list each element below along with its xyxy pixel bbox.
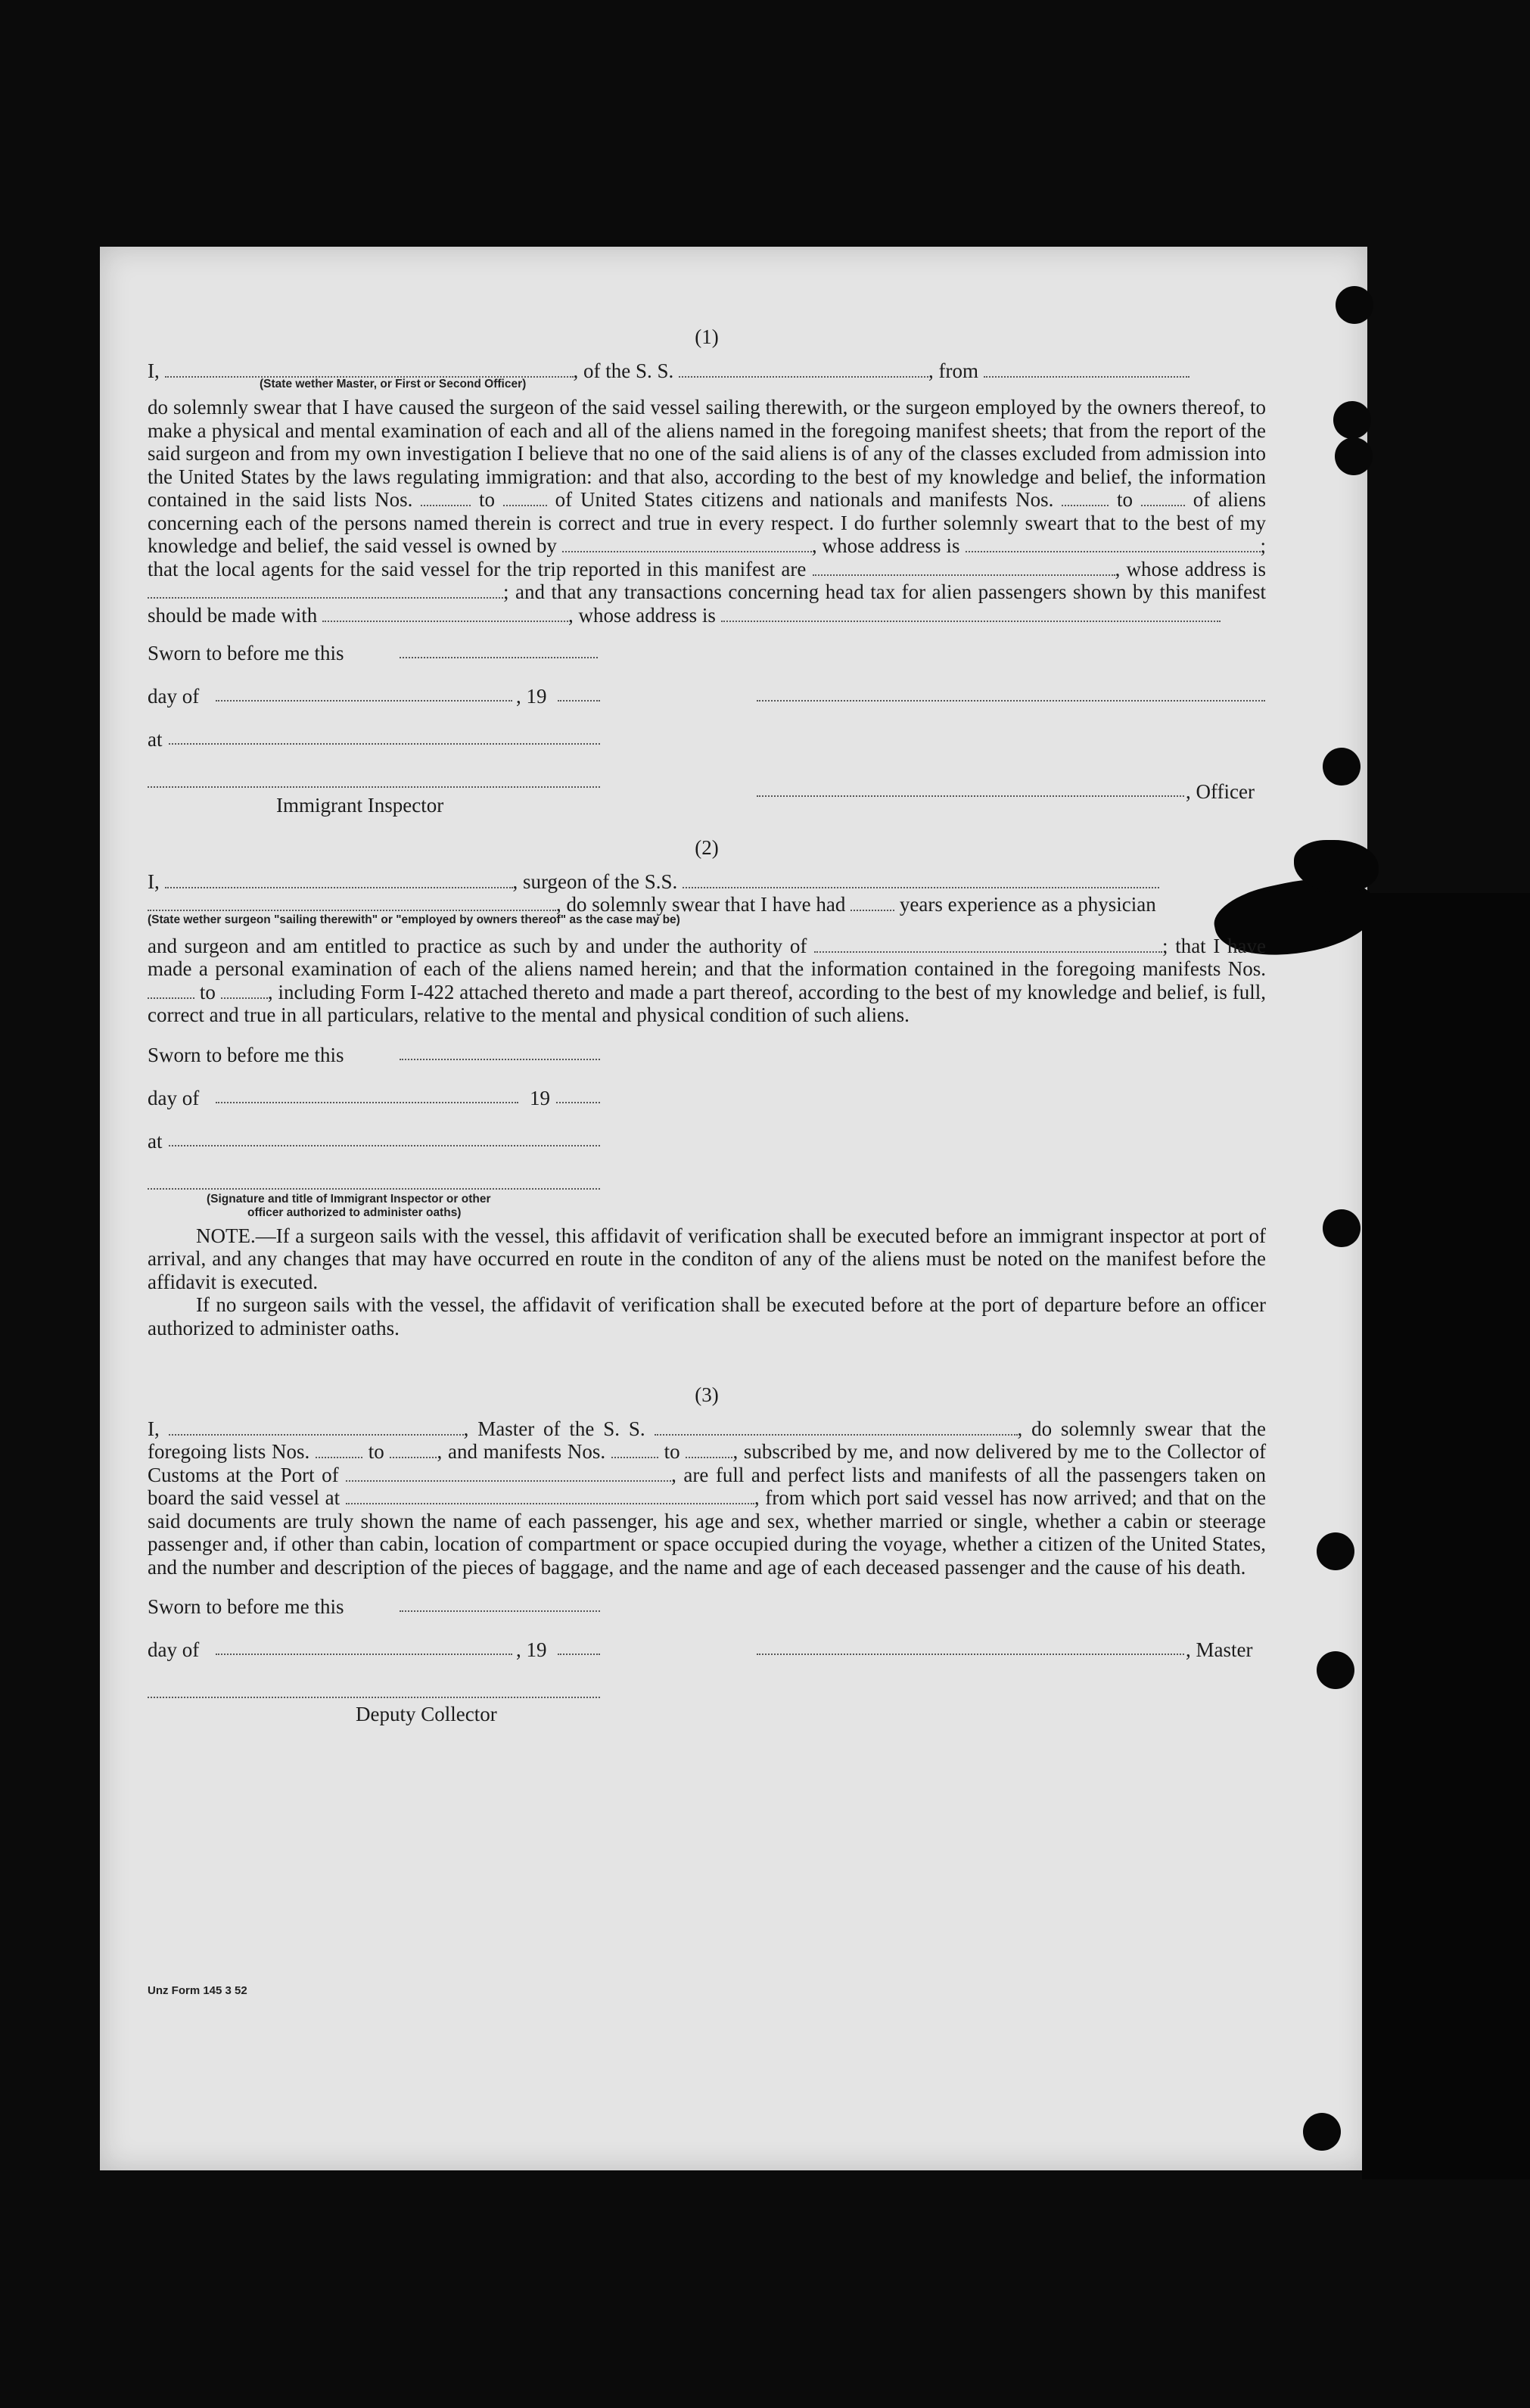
sworn-row — [148, 642, 1266, 685]
agents-field[interactable] — [813, 559, 1115, 576]
punch-hole — [1323, 1209, 1361, 1247]
sworn-row — [148, 1595, 1266, 1638]
at-row — [148, 1130, 1266, 1173]
manifest-from-field[interactable] — [148, 982, 194, 999]
punch-hole — [1317, 1651, 1354, 1689]
surgeon-line — [148, 870, 1266, 894]
head-tax-address-field[interactable] — [721, 605, 1221, 622]
port-from-field[interactable] — [984, 361, 1189, 378]
text: 19 — [530, 1086, 550, 1109]
at-field[interactable] — [169, 728, 600, 745]
manifest-from-field[interactable] — [611, 1442, 658, 1458]
form-number: Unz Form 145 3 52 — [148, 1984, 247, 1997]
text: I, — [148, 870, 160, 893]
sworn-date-field[interactable] — [400, 642, 598, 658]
text: at — [148, 1129, 163, 1153]
inspector-signature-field[interactable] — [148, 1173, 600, 1190]
text: , including Form I-422 attached thereto and made a part thereof, according to the best of my knowledge and belief, is full, correct and true in all particulars, relative to the mental and physical condition of such aliens. — [148, 980, 1267, 1026]
text: of United States citizens and nationals and manifests Nos. — [555, 488, 1054, 511]
text: to — [1117, 488, 1134, 511]
text: day of — [148, 685, 200, 708]
port-field[interactable] — [346, 1465, 671, 1482]
deputy-row — [148, 1682, 1266, 1734]
officer-signature-field[interactable] — [757, 780, 1184, 797]
note-paragraph: NOTE.—If a surgeon sails with the vessel, this affidavit of verification shall be executed before an immigrant inspector at port of arrival, and any changes that may have occurred en route in the conditon of any of the aliens must be noted on the manifest before the affidavit is executed. — [148, 1224, 1266, 1293]
text: ; that I have made a personal examination of each of the aliens named herein; and that the information contained in the foregoing manifests Nos. — [148, 934, 1267, 980]
text: to — [664, 1440, 680, 1463]
owner-field[interactable] — [562, 536, 812, 552]
text: and surgeon and am entitled to practice as such by and under the authority of — [148, 934, 807, 957]
agents-address-field[interactable] — [148, 582, 503, 599]
text: Sworn to before me this — [148, 1595, 344, 1618]
day-field[interactable] — [216, 1087, 518, 1103]
text: to — [199, 980, 216, 1003]
text: , are full and perfect lists and manifests of all the passengers taken on board the said vessel at — [148, 1463, 1266, 1509]
text: , do solemnly swear — [1017, 1417, 1193, 1440]
text: at — [148, 728, 163, 751]
punch-hole — [1317, 1532, 1354, 1570]
sworn-date-field[interactable] — [400, 1044, 600, 1060]
day-row — [148, 1638, 1266, 1682]
text: , — [568, 603, 574, 627]
punch-hole — [1323, 748, 1361, 786]
text: ; and that any transactions concerning head tax for alien passengers shown by this manifest should be made with — [148, 580, 1266, 627]
inspector-signature-field[interactable] — [148, 771, 600, 788]
manifest-to-field[interactable] — [686, 1442, 732, 1458]
text: whose address is — [578, 603, 716, 627]
section-number: (3) — [695, 1383, 719, 1406]
list-to-field[interactable] — [390, 1442, 437, 1458]
day-field[interactable] — [216, 1638, 512, 1655]
sworn-row — [148, 1044, 1266, 1087]
signature-row — [148, 1173, 1266, 1220]
text: day of — [148, 1638, 200, 1661]
text: ; that the local agents for the said vessel for the trip reported in this manifest are — [148, 534, 1267, 580]
field-note: (State wether Master, or First or Second Officer) — [260, 378, 527, 390]
sworn-date-field[interactable] — [400, 1595, 600, 1612]
section-3-body — [148, 1417, 1266, 1579]
owner-address-field[interactable] — [966, 536, 1261, 552]
text: to — [479, 488, 496, 511]
signature-note: officer authorized to administer oaths) — [247, 1206, 462, 1219]
text: , and manifests Nos. — [437, 1440, 606, 1463]
master-label: , Master — [1186, 1638, 1253, 1661]
section-2-body — [148, 935, 1266, 1027]
manifest-from-field[interactable] — [1062, 490, 1109, 506]
head-tax-field[interactable] — [322, 605, 568, 622]
authority-field[interactable] — [814, 936, 1162, 953]
punch-hole — [1333, 401, 1371, 439]
list-to-field[interactable] — [503, 490, 547, 506]
signature-field[interactable] — [757, 685, 1265, 702]
text: , from which port said vessel has now arrived; and that on the said documents are truly shown the name of each passenger, his age and sex, whether married or single, whether a cabin or steerage passenger and, if other than cabin, location of compartment or space occupied during the voyage, whether a citizen of the United States, and the number and description of the pieces of baggage, and the name and age of each deceased passenger and the cause of his death. — [148, 1486, 1266, 1579]
inspector-label: Immigrant Inspector — [276, 794, 444, 817]
surgeon-line-2 — [148, 893, 1266, 916]
text: that the foregoing lists Nos. — [148, 1417, 1266, 1463]
punch-hole — [1336, 286, 1373, 324]
text: to — [368, 1440, 384, 1463]
paper-edge-shadow — [1362, 893, 1530, 2179]
manifest-to-field[interactable] — [221, 982, 268, 999]
officer-label: , Officer — [1186, 780, 1255, 803]
section-number: (1) — [695, 325, 719, 348]
day-field[interactable] — [216, 685, 512, 702]
surgeon-name-field[interactable] — [165, 872, 513, 888]
deputy-label: Deputy Collector — [356, 1703, 497, 1725]
vessel-name-field[interactable] — [655, 1419, 1018, 1436]
note-paragraph: If no surgeon sails with the vessel, the affidavit of verification shall be executed before at the port of departure before an officer authorized to administer oaths. — [148, 1293, 1266, 1339]
text: , whose address is — [811, 534, 960, 557]
affidavit-text — [148, 325, 1266, 1734]
text: , surgeon of the S.S. — [512, 870, 678, 893]
year-field[interactable] — [556, 1087, 600, 1103]
embark-port-field[interactable] — [346, 1488, 754, 1504]
punch-hole — [1335, 437, 1373, 475]
list-from-field[interactable] — [316, 1442, 362, 1458]
day-row — [148, 1087, 1266, 1130]
master-name-field[interactable] — [165, 361, 574, 378]
officer-row — [148, 771, 1266, 824]
text: , Master of the S. S. — [463, 1417, 645, 1440]
vessel-name-field[interactable] — [683, 872, 1159, 888]
manifest-to-field[interactable] — [1141, 490, 1185, 506]
signature-note: (Signature and title of Immigrant Inspector or other — [207, 1192, 491, 1206]
text: , whose address is — [1115, 557, 1267, 580]
text: I, — [148, 1417, 160, 1440]
text: , of the S. S. — [573, 359, 674, 382]
text: , do solemnly swear that I have had — [556, 893, 846, 916]
text: , 19 — [516, 1638, 547, 1661]
text: Sworn to before me this — [148, 1043, 344, 1066]
text: years experience as a physician — [899, 893, 1156, 916]
year-field[interactable] — [558, 685, 600, 702]
at-field[interactable] — [169, 1130, 600, 1146]
text: of aliens concerning each of the persons named therein is correct and true in every respect. I do further solemnly sweart that to the best of my knowledge and belief, the said vessel is owned by — [148, 488, 1267, 557]
deputy-signature-field[interactable] — [148, 1682, 600, 1698]
text: I, — [148, 359, 160, 382]
surgeon-status-field[interactable] — [148, 894, 556, 911]
section-1-body — [148, 396, 1266, 627]
at-row — [148, 728, 1266, 771]
day-row — [148, 685, 1266, 728]
section-number: (2) — [695, 836, 719, 859]
text: , 19 — [516, 685, 547, 708]
punch-hole — [1303, 2113, 1341, 2151]
master-name-field[interactable] — [169, 1419, 464, 1436]
vessel-name-field[interactable] — [679, 361, 928, 378]
text: , subscribed by me, and now delivered by me to the Collector of Customs at the Port of — [148, 1440, 1267, 1486]
year-field[interactable] — [558, 1638, 600, 1655]
text: do solemnly swear that I have caused the surgeon of the said vessel sailing therewith, or the surgeon employed by the owners thereof, to make a physical and mental examination of each and all of the aliens named in the foregoing manifest sheets; that from the report of the said surgeon and from my own investigation I believe that no one of the said aliens is of any of the classes excluded from admission into the United States by the laws regulating immigration: and that also, according to the best of my knowledge and belief, the information contained in the said lists Nos. — [148, 396, 1266, 511]
master-signature-field[interactable] — [757, 1638, 1184, 1655]
list-from-field[interactable] — [421, 490, 471, 506]
years-field[interactable] — [851, 894, 894, 911]
text: day of — [148, 1086, 200, 1109]
text: , from — [928, 359, 978, 382]
text: Sworn to before me this — [148, 642, 344, 664]
field-note: (State wether surgeon "sailing therewith" or "employed by owners thereof" as the case may be) — [148, 913, 680, 926]
